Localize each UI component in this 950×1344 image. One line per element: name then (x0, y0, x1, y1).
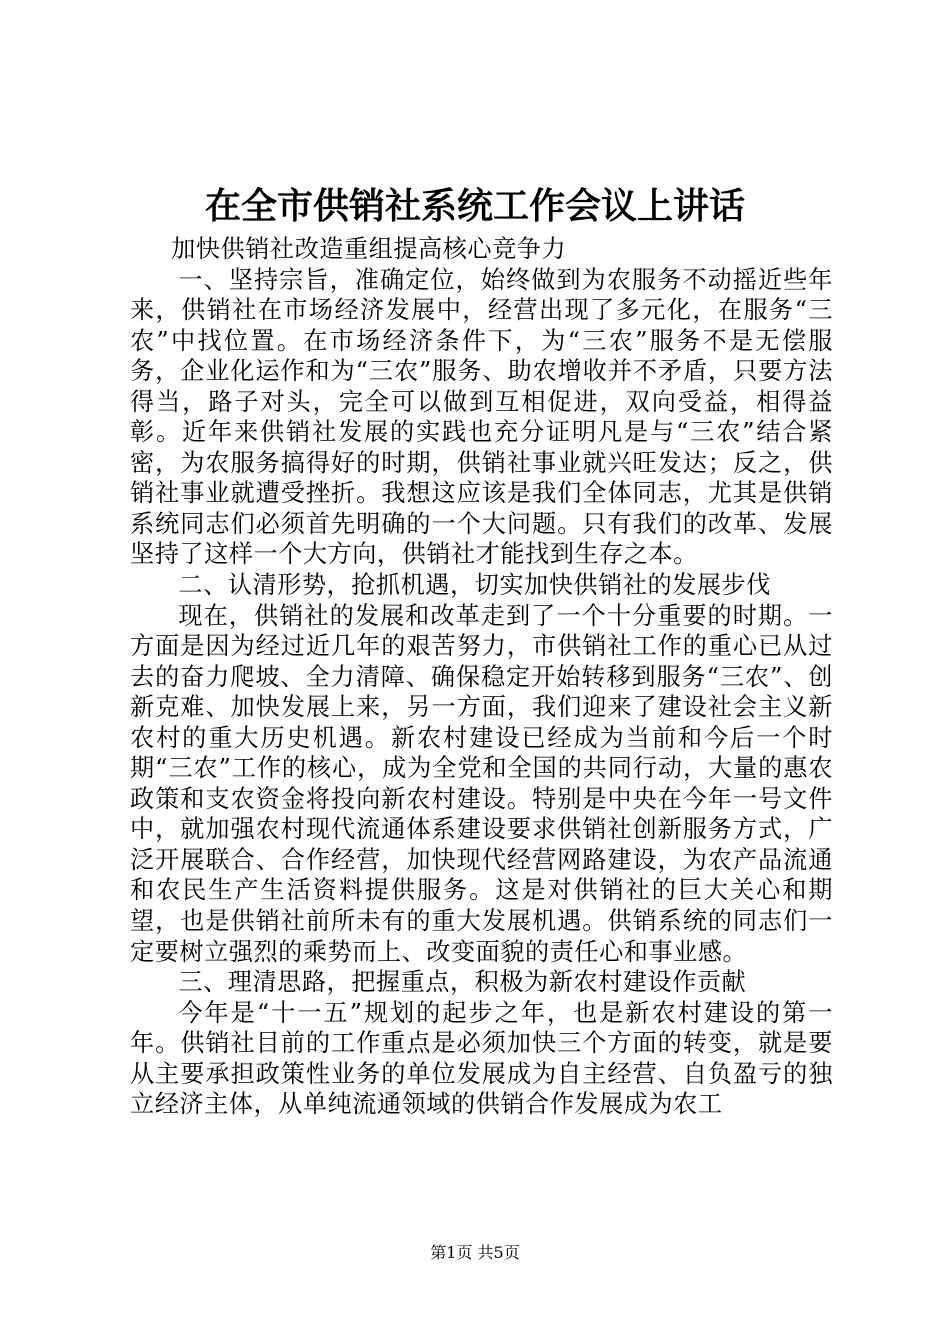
document-body (130, 234, 833, 1120)
document-title: 在全市供销社系统工作会议上讲话 (204, 186, 745, 227)
section-three-heading: 三、理清思路，把握重点，积极为新农村建设作贡献 (178, 968, 747, 997)
page-number-footer: 第1页 共5页 (430, 1243, 520, 1262)
section-two-paragraph: 现在，供销社的发展和改革走到了一个十分重要的时期。一方面是因为经过近几年的艰苦努力，市供销社工作的重心已从过去的奋力爬坡、全力清障、确保稳定开始转移到服务“三农”、创新克难、加快发展上来，另一方面，我们迎来了建设社会主义新农村的重大历史机遇。新农村建设已经成为当前和今后一个时期“三农”工作的核心，成为全党和全国的共同行动，大量的惠农政策和支农资金将投向新农村建设。特别是中央在今年一号文件中，就加强农村现代流通体系建设要求供销社创新服务方式，广泛开展联合、合作经营，加快现代经营网路建设，为农产品流通和农民生产生活资料提供服务。这是对供销社的巨大关心和期望，也是供销社前所未有的重大发展机遇。供销系统的同志们一定要树立强烈的乘势而上、改变面貌的责任心和事业感。 (130, 601, 833, 966)
section-two-heading: 二、认清形势，抢抓机遇，切实加快供销社的发展步伐 (178, 571, 771, 600)
section-three-paragraph: 今年是“十一五”规划的起步之年，也是新农村建设的第一年。供销社目前的工作重点是必须加快三个方面的转变，就是要从主要承担政策性业务的单位发展成为自主经营、自负盈亏的独立经济主体，从单纯流通领域的供销合作发展成为农工 (130, 998, 833, 1119)
section-one-paragraph: 一、坚持宗旨，准确定位，始终做到为农服务不动摇近些年来，供销社在市场经济发展中，经营出现了多元化，在服务“三农”中找位置。在市场经济条件下，为“三农”服务不是无偿服务，企业化运作和为“三农”服务、助农增收并不矛盾，只要方法得当，路子对头，完全可以做到互相促进，双向受益，相得益彰。近年来供销社发展的实践也充分证明凡是与“三农”结合紧密，为农服务搞得好的时期，供销社事业就兴旺发达；反之，供销社事业就遭受挫折。我想这应该是我们全体同志，尤其是供销系统同志们必须首先明确的一个大问题。只有我们的改革、发展坚持了这样一个大方向，供销社才能找到生存之本。 (130, 265, 833, 569)
subtitle-paragraph: 加快供销社改造重组提高核心竞争力 (171, 235, 567, 263)
